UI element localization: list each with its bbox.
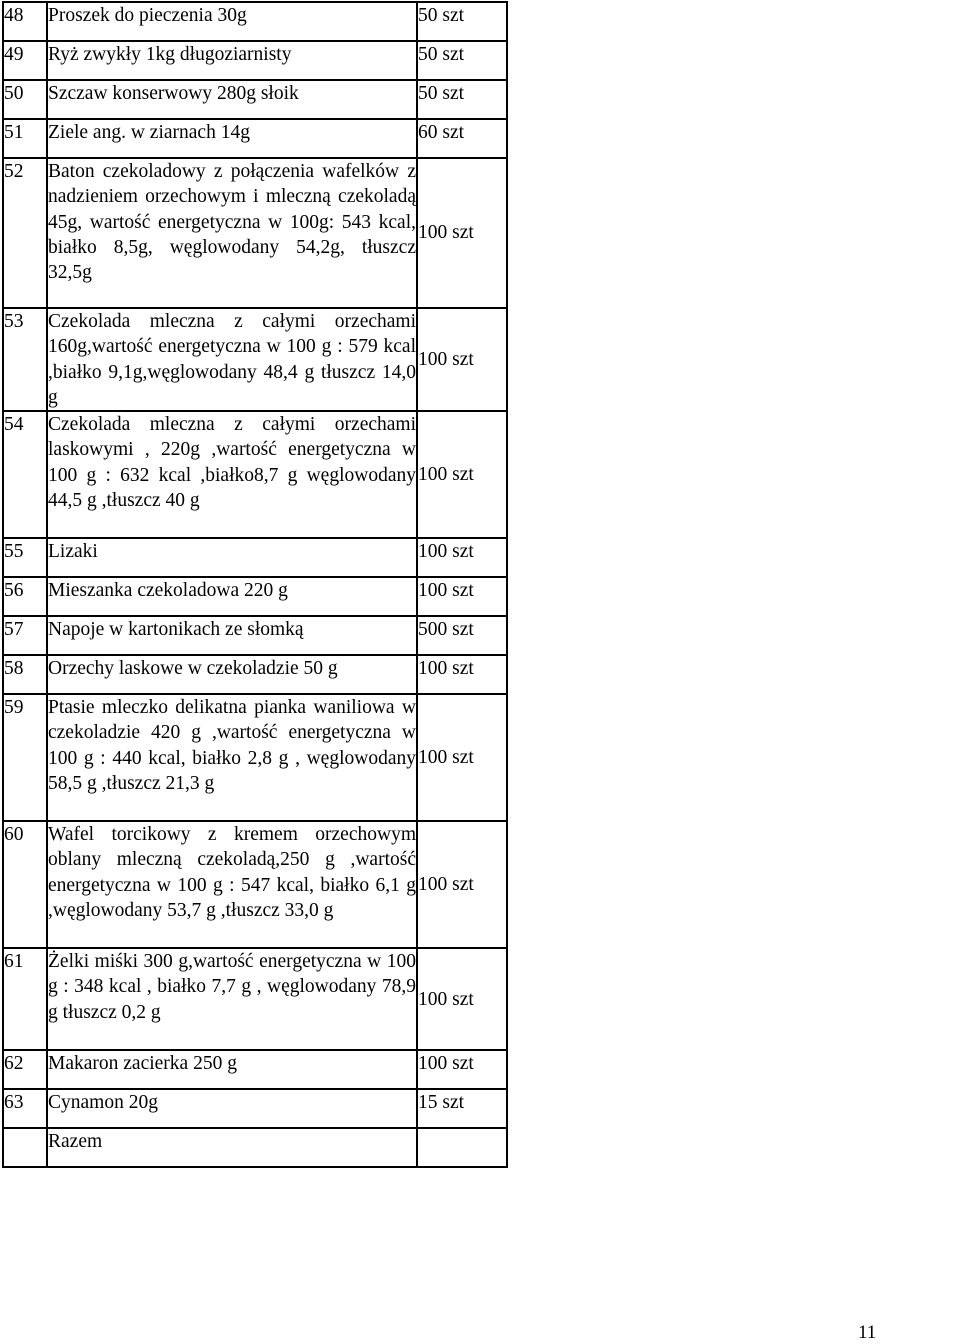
item-number	[3, 1128, 47, 1167]
item-number: 51	[3, 119, 47, 158]
item-quantity: 15 szt	[417, 1089, 507, 1128]
item-name: Proszek do pieczenia 30g	[47, 2, 417, 41]
empty-cell	[507, 41, 960, 80]
empty-cell	[507, 80, 960, 119]
item-quantity: 100 szt	[417, 821, 507, 948]
table-row	[3, 538, 960, 577]
item-number: 49	[3, 41, 47, 80]
item-number: 54	[3, 411, 47, 538]
item-name: Razem	[47, 1128, 417, 1167]
item-quantity: 100 szt	[417, 158, 507, 308]
item-number: 63	[3, 1089, 47, 1128]
table-row	[3, 1050, 960, 1089]
item-name: Makaron zacierka 250 g	[47, 1050, 417, 1089]
table-row	[3, 411, 960, 538]
empty-cell	[507, 1128, 960, 1167]
empty-cell	[507, 538, 960, 577]
empty-cell	[507, 1089, 960, 1128]
item-number: 60	[3, 821, 47, 948]
item-name: Mieszanka czekoladowa 220 g	[47, 577, 417, 616]
table-row	[3, 655, 960, 694]
item-quantity: 100 szt	[417, 577, 507, 616]
empty-cell	[507, 948, 960, 1050]
empty-cell	[507, 821, 960, 948]
table-row	[3, 694, 960, 821]
item-quantity: 100 szt	[417, 308, 507, 411]
item-name: Szczaw konserwowy 280g słoik	[47, 80, 417, 119]
empty-cell	[507, 119, 960, 158]
empty-cell	[507, 616, 960, 655]
item-name: Wafel torcikowy z kremem orzechowym oblany mleczną czekoladą,250 g ,wartość energetyczna w 100 g : 547 kcal, białko 6,1 g ,węglowodany 53,7 g ,tłuszcz 33,0 g	[47, 821, 417, 948]
table-row	[3, 2, 960, 41]
item-quantity: 50 szt	[417, 2, 507, 41]
item-number: 52	[3, 158, 47, 308]
item-name: Lizaki	[47, 538, 417, 577]
empty-cell	[507, 577, 960, 616]
table-row	[3, 158, 960, 308]
item-name: Napoje w kartonikach ze słomką	[47, 616, 417, 655]
table-row	[3, 616, 960, 655]
table-row	[3, 308, 960, 411]
item-number: 53	[3, 308, 47, 411]
table-row	[3, 80, 960, 119]
empty-cell	[507, 1050, 960, 1089]
item-quantity: 100 szt	[417, 655, 507, 694]
item-quantity: 50 szt	[417, 80, 507, 119]
item-quantity	[417, 1128, 507, 1167]
item-quantity: 100 szt	[417, 948, 507, 1050]
table-row	[3, 577, 960, 616]
item-quantity: 100 szt	[417, 538, 507, 577]
empty-cell	[507, 308, 960, 411]
table-row	[3, 119, 960, 158]
product-table-body	[3, 2, 960, 1167]
item-number: 61	[3, 948, 47, 1050]
empty-cell	[507, 655, 960, 694]
item-number: 55	[3, 538, 47, 577]
item-number: 59	[3, 694, 47, 821]
page-number: 11	[858, 1322, 877, 1343]
item-quantity: 60 szt	[417, 119, 507, 158]
item-quantity: 100 szt	[417, 1050, 507, 1089]
item-quantity: 50 szt	[417, 41, 507, 80]
item-name: Ryż zwykły 1kg długoziarnisty	[47, 41, 417, 80]
item-name: Ziele ang. w ziarnach 14g	[47, 119, 417, 158]
item-number: 56	[3, 577, 47, 616]
item-name: Baton czekoladowy z połączenia wafelków z nadzieniem orzechowym i mleczną czekoladą 45g, wartość energetyczna w 100g: 543 kcal, białko 8,5g, węglowodany 54,2g, tłuszcz 32,5g	[47, 158, 417, 308]
empty-cell	[507, 694, 960, 821]
item-name: Czekolada mleczna z całymi orzechami 160g,wartość energetyczna w 100 g : 579 kcal ,białko 9,1g,węglowodany 48,4 g tłuszcz 14,0 g	[47, 308, 417, 411]
table-row	[3, 821, 960, 948]
table-row	[3, 41, 960, 80]
product-table	[2, 1, 960, 1168]
item-number: 62	[3, 1050, 47, 1089]
empty-cell	[507, 2, 960, 41]
table-row	[3, 948, 960, 1050]
item-name: Cynamon 20g	[47, 1089, 417, 1128]
item-quantity: 100 szt	[417, 694, 507, 821]
item-name: Żelki miśki 300 g,wartość energetyczna w 100 g : 348 kcal , białko 7,7 g , węglowodany 78,9 g tłuszcz 0,2 g	[47, 948, 417, 1050]
item-name: Czekolada mleczna z całymi orzechami laskowymi , 220g ,wartość energetyczna w 100 g : 632 kcal ,białko8,7 g węglowodany 44,5 g ,tłuszcz 40 g	[47, 411, 417, 538]
item-number: 50	[3, 80, 47, 119]
item-number: 58	[3, 655, 47, 694]
item-quantity: 100 szt	[417, 411, 507, 538]
item-quantity: 500 szt	[417, 616, 507, 655]
item-name: Orzechy laskowe w czekoladzie 50 g	[47, 655, 417, 694]
empty-cell	[507, 411, 960, 538]
item-number: 48	[3, 2, 47, 41]
table-row	[3, 1089, 960, 1128]
item-name: Ptasie mleczko delikatna pianka waniliowa w czekoladzie 420 g ,wartość energetyczna w 100 g : 440 kcal, białko 2,8 g , węglowodany 58,5 g ,tłuszcz 21,3 g	[47, 694, 417, 821]
item-number: 57	[3, 616, 47, 655]
empty-cell	[507, 158, 960, 308]
table-row	[3, 1128, 960, 1167]
